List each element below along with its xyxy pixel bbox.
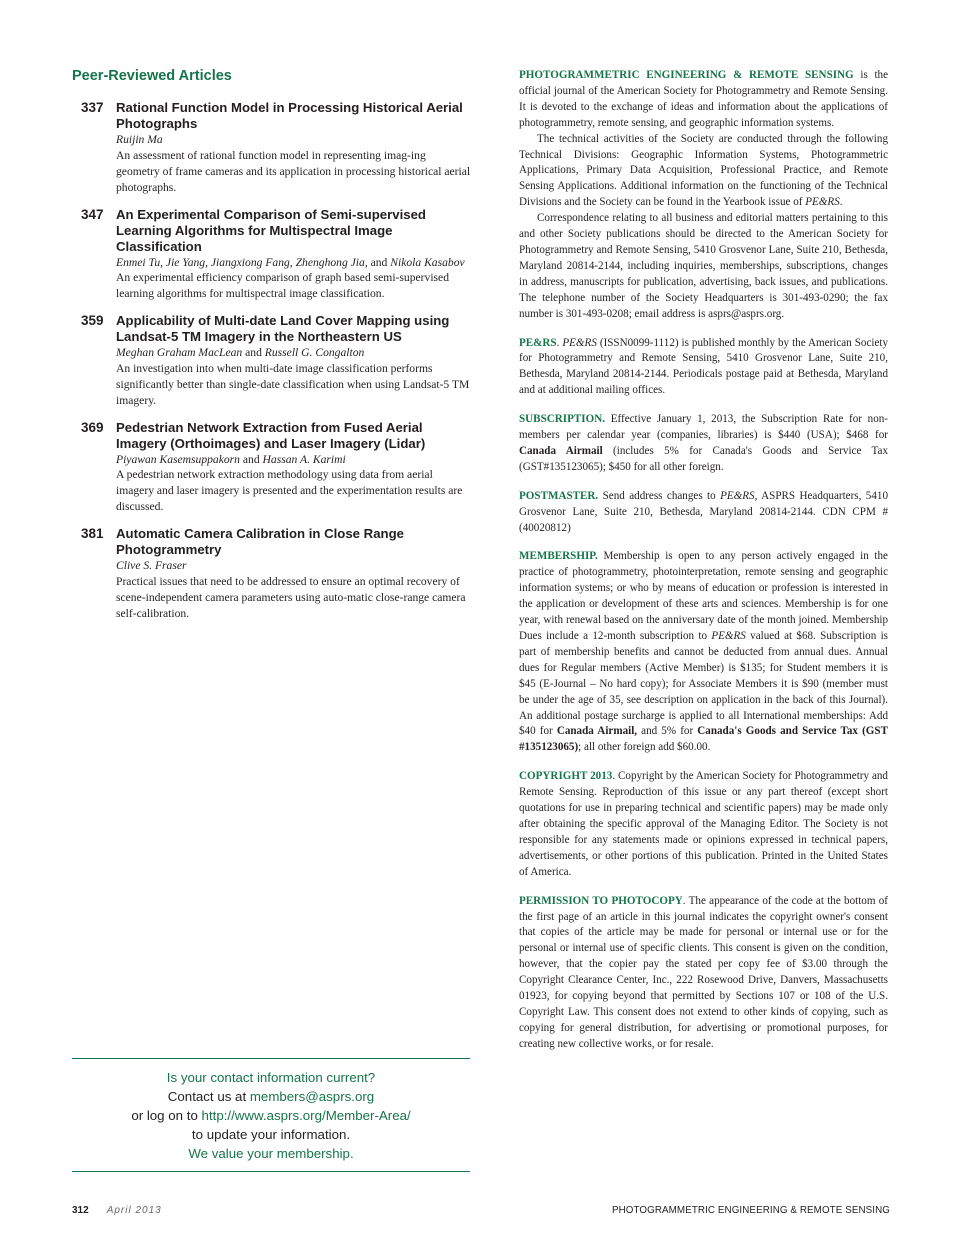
body-text: valued at $68. Subscription is part of membership benefits and cannot be deducted from annual dues. Annual dues for Regular members (Active Member) is $135; for Student members it is $45 (E-Journal – No hard copy); for Associate Members it is $90 (member must be under the age of 35, see description on application in the back of this Journal). An additional postage surcharge is applied to all International memberships: Add $40 for (519, 630, 888, 738)
article-item (72, 420, 472, 516)
body-text: (ISSN0099-1112) is published monthly by the American Society for Photogrammetry and Remote Sensing, 5410 Grosvenor Lane, Suite 210, Bethesda, Maryland 20814-2144. Periodicals postage paid at Bethesda, Maryland and at additional mailing offices. (519, 336, 889, 397)
info-paragraph (519, 549, 888, 756)
body-text: ASPRS Headquarters, 5410 Grosvenor Lane, Suite 210, Bethesda, Maryland 20814-2144. CDN CPM #(40020812) (519, 489, 888, 534)
body-text: is the official journal of the American Society for Photogrammetry and Remote Sensing. It is devoted to the exchange of ideas and information about the applications of photogrammetry, remote sensing, and geographic information systems. (519, 69, 889, 129)
bold-text: Canada Airmail (519, 444, 603, 457)
info-block (519, 336, 888, 400)
article-authors (116, 255, 472, 271)
italic-text: PE&RS (711, 630, 746, 642)
article-list (72, 100, 472, 622)
article-abstract: An assessment of rational function model in representing imag-ing geometry of frame cameras and its application in processing historical aerial photographs. (116, 148, 471, 194)
info-paragraph (519, 894, 888, 1053)
info-paragraph (519, 489, 888, 537)
journal-information (519, 68, 888, 1066)
article-title[interactable]: Pedestrian Network Extraction from Fused Aerial Imagery (Orthoimages) and Laser Imagery (Lidar) (116, 419, 426, 451)
section-heading: MEMBERSHIP. (519, 550, 598, 563)
info-block (519, 549, 888, 756)
info-block (519, 489, 888, 537)
bold-text: Canada's Goods and Service Tax (GST #135123065) (519, 725, 888, 754)
section-heading: SUBSCRIPTION. (519, 413, 605, 426)
italic-text: PE&RS (562, 336, 597, 349)
info-paragraph (519, 412, 888, 476)
article-title[interactable]: An Experimental Comparison of Semi-supervised Learning Algorithms for Multispectral Image Classification (116, 206, 426, 254)
author-text: and (239, 452, 263, 466)
body-text: . Copyright by the American Society for Photogrammetry and Remote Sensing. Reproduction of this issue or any part thereof (except short quotations for use in preparing technical and scientific papers) may be made only after obtaining the specific approval of the Managing Editor. The Society is not responsible for any statements made or opinions expressed in technical papers, advertisements, or other portions of this publication. Printed in the United States of America. (519, 770, 888, 878)
body-text: . (556, 336, 563, 349)
article-item (72, 207, 472, 303)
contact-prefix: Contact us at (167, 1089, 250, 1104)
member-area-link[interactable]: http://www.asprs.org/Member-Area/ (201, 1108, 411, 1123)
author-text: Meghan Graham MacLean (116, 346, 243, 359)
article-page-number: 347 (81, 206, 104, 222)
author-text: Piyawan Kasemsuppakorn (116, 452, 240, 466)
info-paragraph (519, 68, 888, 132)
body-text: ; all other foreign add $60.00. (578, 741, 711, 754)
section-heading: POSTMASTER. (519, 489, 599, 502)
author-text: Nikola Kasabov (390, 255, 465, 269)
article-title[interactable]: Automatic Camera Calibration in Close Range Photogrammetry (116, 526, 404, 557)
body-text: . (839, 196, 843, 209)
body-text: Send address changes to (598, 489, 721, 502)
italic-text: PE&RS (805, 196, 840, 209)
article-item (72, 100, 472, 196)
article-abstract: A pedestrian network extraction methodology using data from aerial imagery and laser imagery is presented and the experimentation results are discussed. (116, 468, 463, 513)
info-block (519, 68, 888, 323)
author-text: and (367, 255, 391, 269)
info-block (519, 412, 888, 476)
article-authors (116, 452, 472, 468)
info-paragraph (519, 211, 888, 322)
body-text: Membership is open to any person actively engaged in the practice of photogrammetry, photointerpretation, remote sensing and geographic information systems; or who by means of education or profession is interested in the application or development of these arts and sciences. Membership is for one year, with renewal based on the anniversary date of the month joined. Membership Dues include a 12-month subscription to (519, 550, 888, 642)
article-item (72, 313, 472, 409)
section-title: Peer-Reviewed Articles (72, 68, 232, 84)
footer-left (72, 1205, 162, 1216)
body-text: The technical activities of the Society are conducted through the following Technical Divisions: Geographic Information Systems, Photogrammetric Applications, Primary Data Acquisition, Professional Practice, and Remote Sensing Applications. Additional information on the functioning of the Technical Divisions and the Society can be found in the Yearbook issue of (519, 132, 888, 209)
section-heading: PHOTOGRAMMETRIC ENGINEERING & REMOTE SENSING (519, 69, 854, 81)
author-text: Ruijin Ma (116, 133, 163, 146)
author-text: Clive S. Fraser (116, 559, 187, 572)
contact-box (72, 1058, 470, 1172)
body-text: . The appearance of the code at the bottom of the first page of an article in this journal indicates the copyright owner's consent that copies of the article may be made for personal or internal use or for the personal or internal use of specific clients. This consent is given on the condition, however, that the copier pay the stated per copy fee of $3.00 through the Copyright Clearance Center, Inc., 222 Rosewood Drive, Danvers, Massachusetts 01923, for copying beyond that permitted by Sections 107 or 108 of the U.S. Copyright Law. This consent does not extend to other kinds of copying, such as copying for general distribution, for advertising or promotional purposes, for creating new collective works, or for resale. (519, 894, 888, 1050)
article-page-number: 381 (81, 526, 104, 541)
bold-text: Canada Airmail, (556, 725, 638, 738)
author-text: and (242, 346, 265, 359)
info-paragraph (519, 132, 888, 212)
contact-question: Is your contact information current? (166, 1070, 376, 1085)
article-abstract: An investigation into when multi-date image classification performs significantly better than single-date classification when using Landsat-5 TM imagery. (116, 361, 470, 407)
value-line: We value your membership. (188, 1146, 354, 1161)
italic-text: PE&RS, (720, 489, 758, 502)
section-heading: COPYRIGHT 2013 (519, 770, 613, 783)
log-prefix: or log on to (131, 1108, 202, 1123)
info-paragraph (519, 336, 888, 400)
article-page-number: 369 (81, 419, 104, 435)
article-page-number: 337 (81, 100, 104, 115)
body-text: Effective January 1, 2013, the Subscription Rate for non-members per calendar year (companies, libraries) is $440 (USA); $468 for (519, 413, 888, 442)
author-text: Russell G. Congalton (264, 346, 365, 359)
body-text: and 5% for (637, 725, 698, 738)
table-of-contents (72, 68, 472, 633)
body-text: Correspondence relating to all business and editorial matters pertaining to this and other Society publications should be directed to the American Society for Photogrammetry and Remote Sensing, 5410 Grosvenor Lane, Suite 210, Bethesda, Maryland 20814-2144, including inquiries, memberships, subscriptions, changes in address, manuscripts for publication, advertising, back issues, and publications. The telephone number of the Society Headquarters is 301-493-0290; the fax number is 301-493-0208; email address is asprs@asprs.org. (519, 212, 888, 320)
article-title[interactable]: Applicability of Multi-date Land Cover Mapping using Landsat-5 TM Imagery in the Northeastern US (116, 313, 450, 344)
update-line: to update your information. (191, 1127, 351, 1142)
info-paragraph (519, 769, 888, 880)
body-text: (includes 5% for Canada's Goods and Service Tax (GST#135123065); $450 for all other foreign. (519, 444, 888, 473)
contact-line (72, 1087, 470, 1106)
email-link[interactable]: members@asprs.org (249, 1089, 375, 1104)
page-number: 312 (72, 1205, 89, 1216)
article-authors (116, 132, 472, 148)
article-abstract: Practical issues that need to be addressed to ensure an optimal recovery of scene-independent camera parameters using auto-matic close-range camera self-calibration. (116, 574, 466, 620)
article-item (72, 526, 472, 622)
section-heading: PERMISSION TO PHOTOCOPY (519, 894, 683, 907)
info-block (519, 769, 888, 880)
author-text: Enmei Tu, Jie Yang, Jiangxiong Fang, Zhenghong Jia, (116, 255, 368, 269)
article-abstract: An experimental efficiency comparison of graph based semi-supervised learning algorithms for multispectral image classification. (116, 271, 449, 300)
article-title[interactable]: Rational Function Model in Processing Historical Aerial Photographs (116, 100, 463, 131)
author-text: Hassan A. Karimi (262, 452, 346, 466)
article-authors (116, 558, 472, 574)
info-block (519, 894, 888, 1053)
section-heading: PE&RS (519, 336, 557, 349)
article-page-number: 359 (81, 313, 104, 328)
article-authors (116, 345, 472, 361)
footer-journal-name: PHOTOGRAMMETRIC ENGINEERING & REMOTE SENSING (611, 1205, 890, 1216)
log-on-line (72, 1106, 470, 1125)
issue-date: April 2013 (106, 1205, 162, 1216)
